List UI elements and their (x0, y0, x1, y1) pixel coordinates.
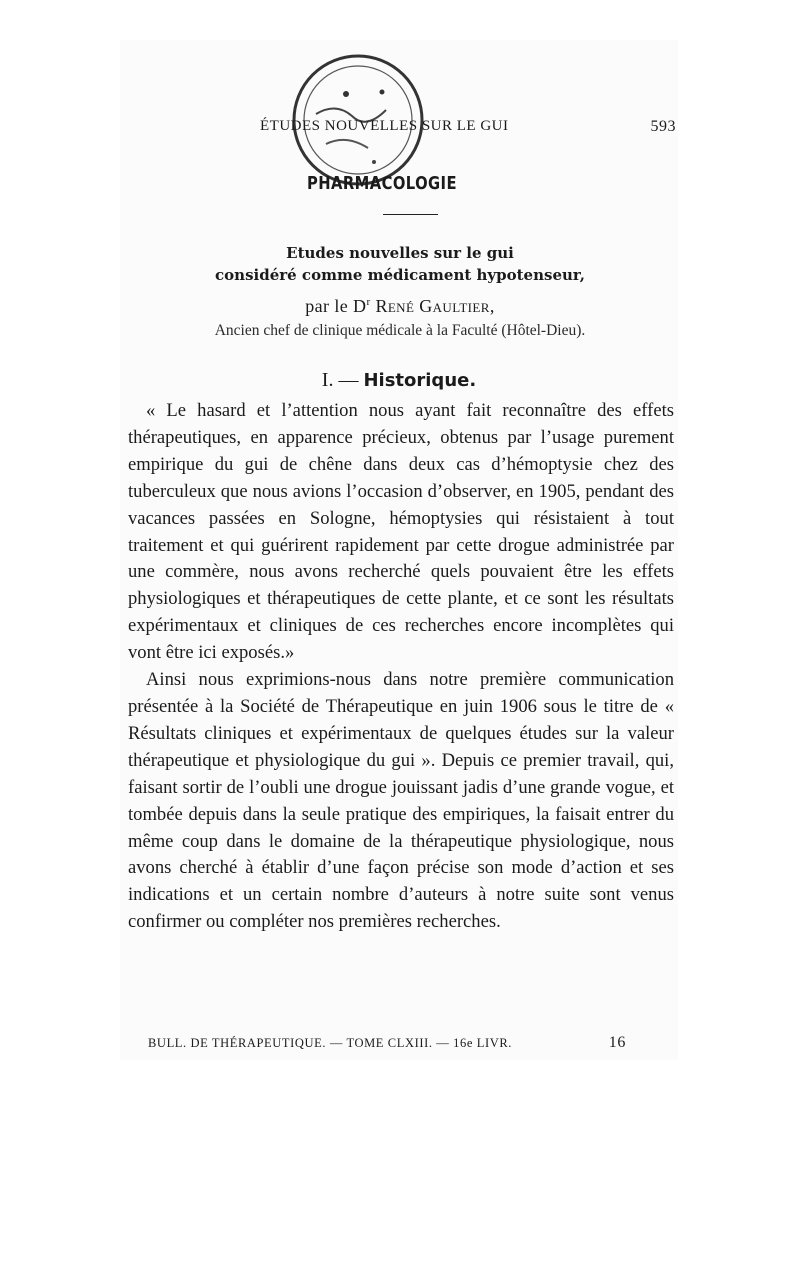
author-affiliation: Ancien chef de clinique médicale à la Faculté (Hôtel-Dieu). (214, 322, 586, 339)
page-number: 593 (650, 118, 676, 135)
byline-prefix: par le D (305, 296, 367, 316)
running-title: ÉTUDES NOUVELLES SUR LE GUI (260, 118, 509, 134)
article-title-line-1: Etudes nouvelles sur le gui (286, 244, 514, 262)
section-heading: PHARMACOLOGIE (307, 173, 457, 194)
byline (140, 296, 660, 317)
body-text (128, 398, 674, 936)
footer-text: BULL. DE THÉRAPEUTIQUE. — TOME CLXIII. — 16e LIVR. (148, 1036, 512, 1050)
section-title (120, 369, 678, 392)
paragraph: « Le hasard et l’attention nous ayant fait reconnaître des effets thérapeutiques, en apparence précieux, obtenus par l’usage purement empirique du gui de chêne dans deux cas d’hémoptysie chez des tuberculeux que nous avions l’occasion d’observer, en 1905, pendant des vacances passées en Sologne, hémoptysies qui résistaient à tout traitement et qui guérirent rapidement par cette drogue administrée par une commère, nous avons recherché quels pouvaient être les effets physiologiques et thérapeutiques de cette plante, et ce sont les résultats expérimentaux et cliniques de ces recherches encore incomplètes qui vont être ici exposés.» (128, 400, 674, 664)
page-footer (148, 1036, 626, 1051)
byline-superscript: r (366, 296, 371, 308)
signature-mark: 16 (608, 1034, 626, 1051)
article-title-line-2: considéré comme médicament hypotenseur, (215, 266, 585, 284)
divider-rule (383, 214, 438, 215)
author-name: René Gaultier, (375, 296, 495, 316)
article-title (140, 242, 660, 286)
paragraph: Ainsi nous exprimions-nous dans notre première communication présentée à la Société de Thérapeutique en juin 1906 sous le titre de « Résultats cliniques et expérimentaux de quelques études sur la valeur thérapeutique et physiologique du gui ». Depuis ce premier travail, qui, faisant sortir de l’oubli une drogue jouissant jadis d’une grande vogue, et tombée depuis dans la seule pratique des empiriques, la faisait entrer du même coup dans le domaine de la thérapeutique physiologique, nous avons cherché à établir d’une façon précise son mode d’action et ses indications et un certain nombre d’auteurs à notre suite sont venus confirmer ou compléter nos premières recherches. (128, 669, 674, 933)
section-number: I. — (321, 369, 359, 391)
section-title-text: Historique. (363, 370, 477, 391)
